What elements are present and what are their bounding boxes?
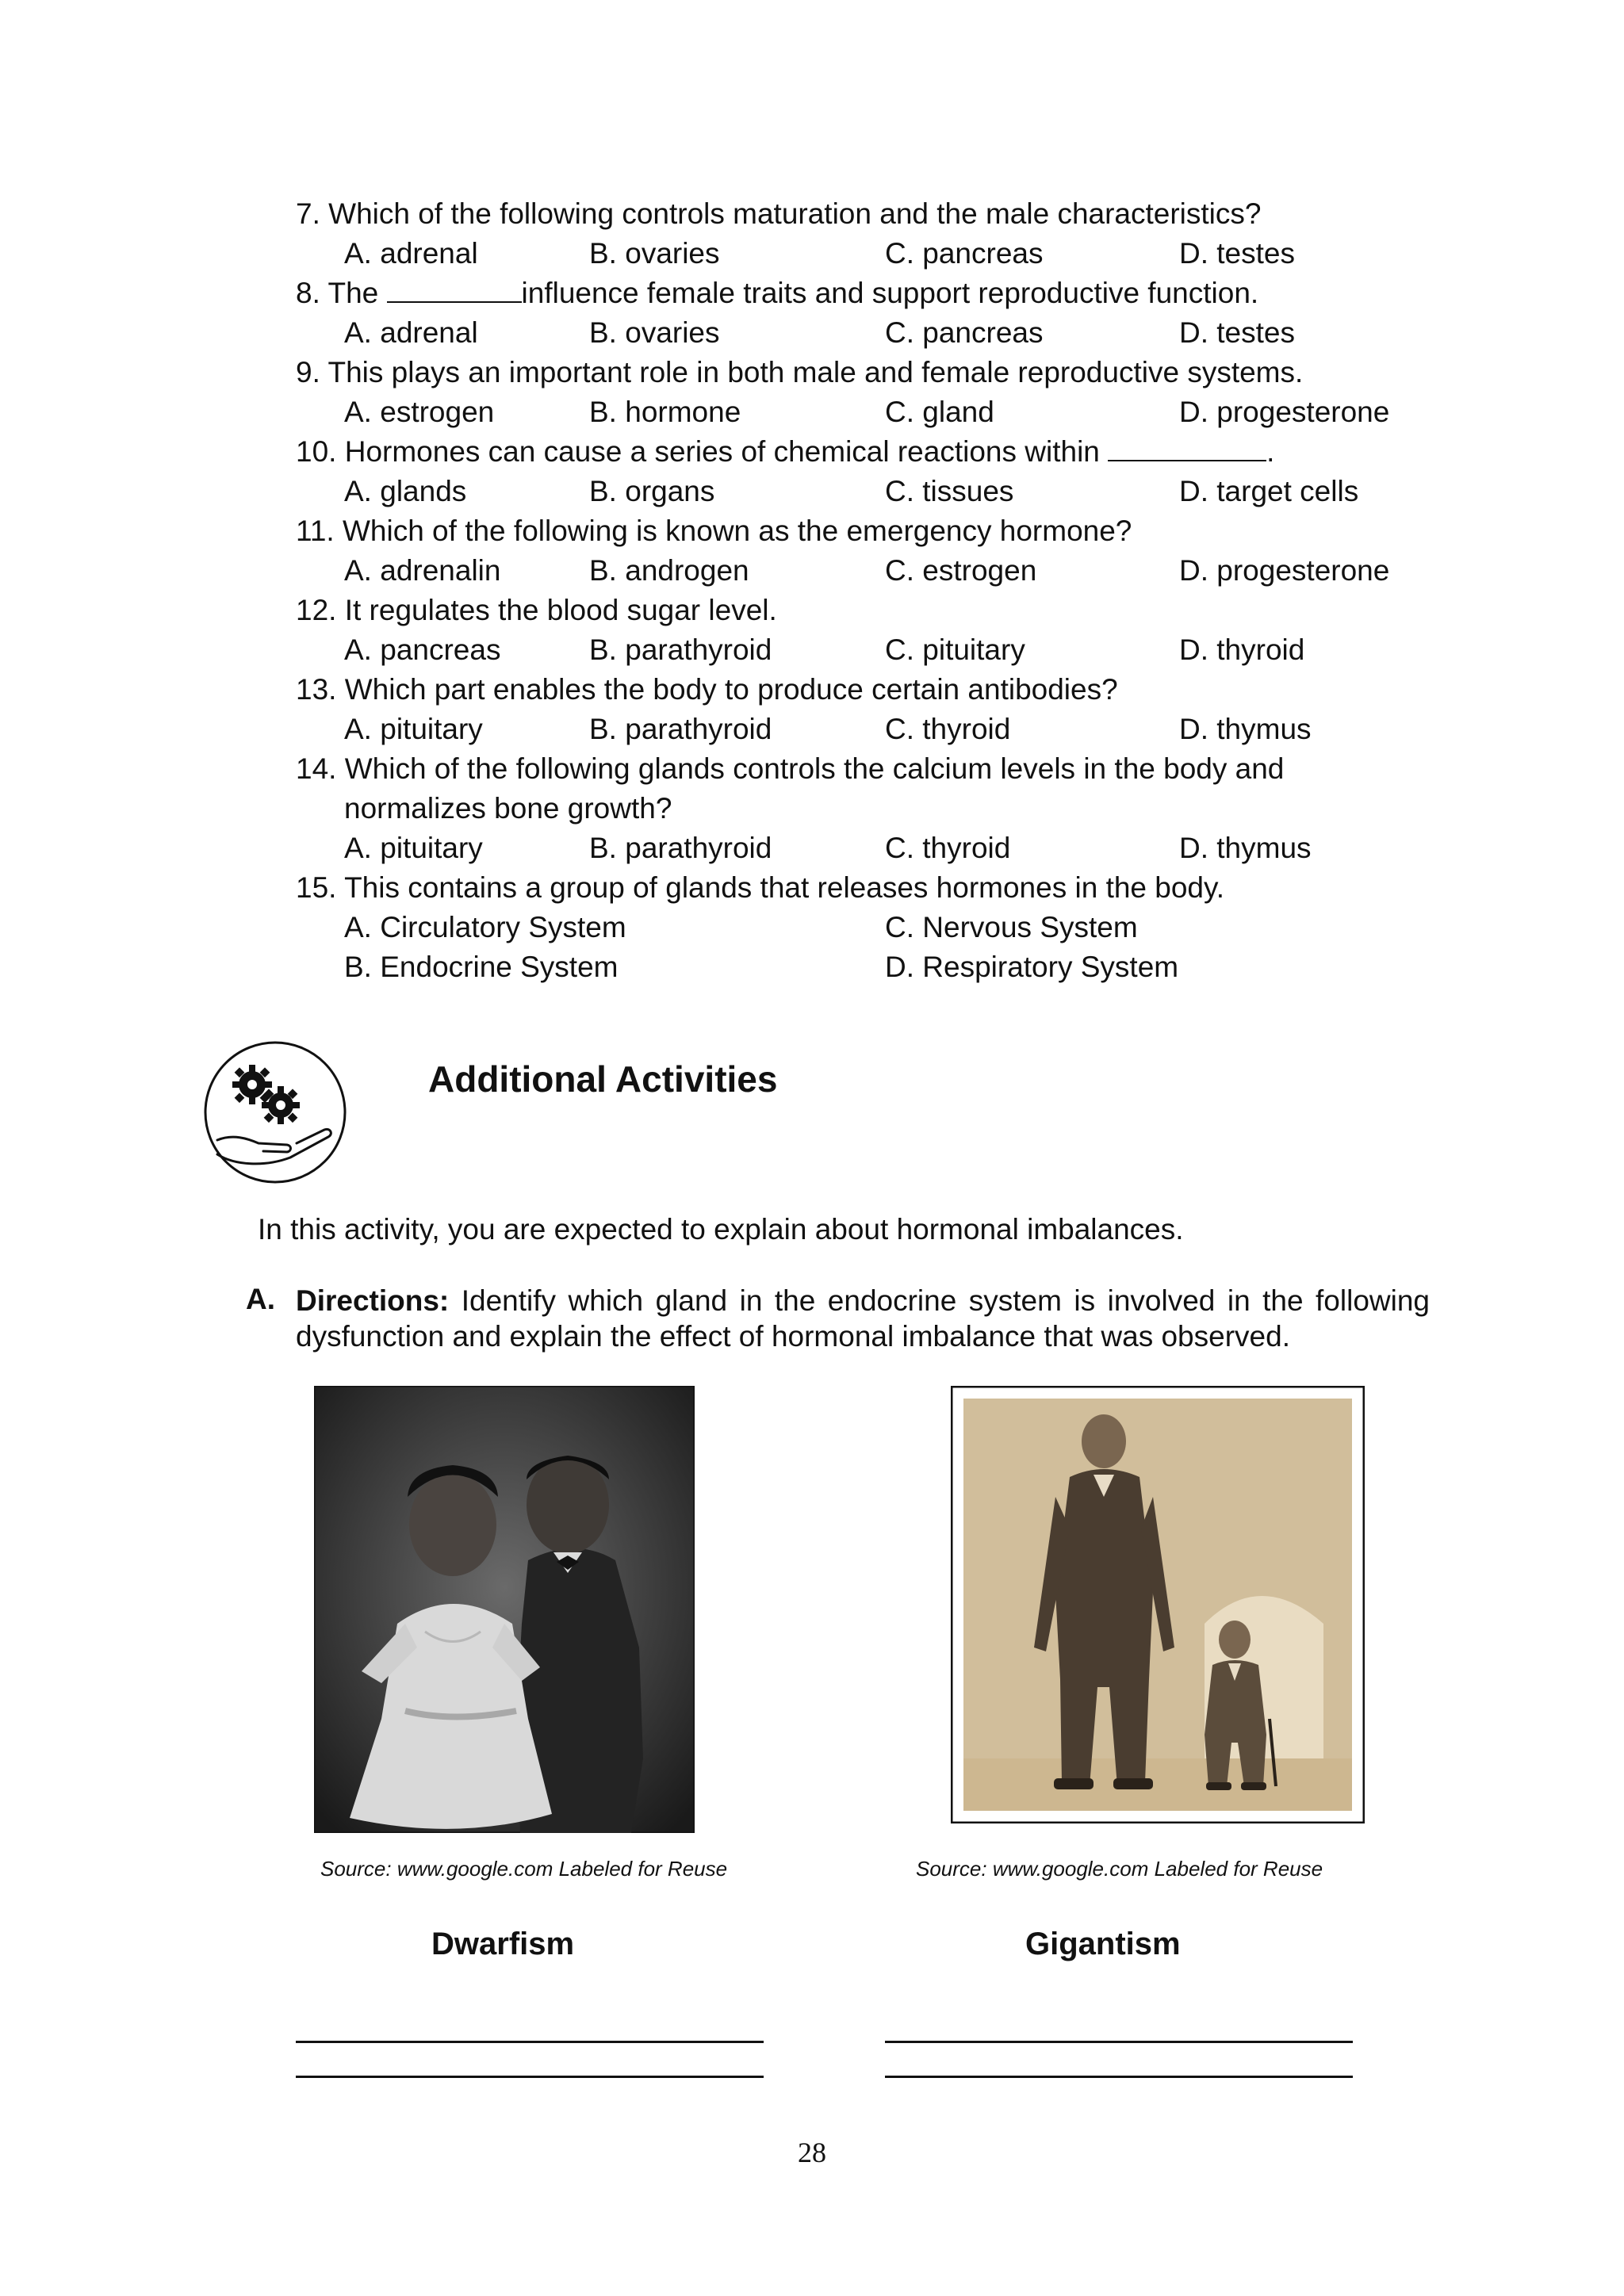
page-number: 28 <box>798 2137 826 2168</box>
q10-option-b: B. organs <box>589 475 715 507</box>
question-14-continued: normalizes bone growth? <box>344 792 672 825</box>
directions-label: Directions: <box>296 1284 450 1317</box>
answer-blank <box>387 300 522 303</box>
q12-option-d: D. thyroid <box>1179 633 1305 666</box>
q13-option-a: A. pituitary <box>344 713 483 745</box>
dwarfism-photo <box>314 1386 695 1833</box>
q9-option-d: D. progesterone <box>1179 396 1390 428</box>
q8-option-b: B. ovaries <box>589 316 720 349</box>
question-8: 8. The influence female traits and support reproductive function. <box>296 277 1259 309</box>
q13-option-c: C. thyroid <box>885 713 1011 745</box>
q8-option-d: D. testes <box>1179 316 1295 349</box>
activity-intro: In this activity, you are expected to explain about hormonal imbalances. <box>258 1213 1184 1246</box>
answer-line <box>296 2041 764 2043</box>
q7-option-d: D. testes <box>1179 237 1295 270</box>
q10-option-a: A. glands <box>344 475 467 507</box>
question-11: 11. Which of the following is known as the emergency hormone? <box>296 515 1132 547</box>
q9-option-b: B. hormone <box>589 396 741 428</box>
q8-option-c: C. pancreas <box>885 316 1044 349</box>
q7-option-b: B. ovaries <box>589 237 720 270</box>
q11-option-c: C. estrogen <box>885 554 1037 587</box>
q15-option-c: C. Nervous System <box>885 911 1138 943</box>
answer-line <box>296 2076 764 2078</box>
question-12: 12. It regulates the blood sugar level. <box>296 594 777 626</box>
directions-letter: A. <box>246 1283 275 1315</box>
q9-option-a: A. estrogen <box>344 396 495 428</box>
answer-blank <box>1108 459 1266 461</box>
q9-option-c: C. gland <box>885 396 994 428</box>
dwarfism-label: Dwarfism <box>431 1927 575 1961</box>
question-10: 10. Hormones can cause a series of chemical reactions within . <box>296 435 1275 468</box>
q15-option-b: B. Endocrine System <box>344 951 619 983</box>
q12-option-a: A. pancreas <box>344 633 501 666</box>
question-7: 7. Which of the following controls maturation and the male characteristics? <box>296 197 1262 230</box>
q11-option-d: D. progesterone <box>1179 554 1390 587</box>
answer-line <box>885 2076 1353 2078</box>
q14-option-a: A. pituitary <box>344 832 483 864</box>
directions-text: Identify which gland in the endocrine system is involved in the following dysfunction and explain the effect of hormonal imbalance that was observed. <box>296 1284 1431 1353</box>
q8-option-a: A. adrenal <box>344 316 478 349</box>
q13-option-d: D. thymus <box>1179 713 1312 745</box>
question-14: 14. Which of the following glands controls the calcium levels in the body and <box>296 752 1285 785</box>
photo-1-caption: Source: www.google.com Labeled for Reuse <box>320 1857 728 1881</box>
gigantism-label: Gigantism <box>1025 1927 1181 1961</box>
question-13: 13. Which part enables the body to produce certain antibodies? <box>296 673 1118 706</box>
q7-option-c: C. pancreas <box>885 237 1044 270</box>
gears-in-hand-icon <box>201 1039 349 1186</box>
q14-option-c: C. thyroid <box>885 832 1011 864</box>
q11-option-b: B. androgen <box>589 554 749 587</box>
q7-option-a: A. adrenal <box>344 237 478 270</box>
question-9: 9. This plays an important role in both male and female reproductive systems. <box>296 356 1304 388</box>
directions <box>296 1283 1430 1354</box>
q15-option-d: D. Respiratory System <box>885 951 1179 983</box>
photo-2-caption: Source: www.google.com Labeled for Reuse <box>916 1857 1323 1881</box>
q15-option-a: A. Circulatory System <box>344 911 626 943</box>
q10-option-c: C. tissues <box>885 475 1014 507</box>
q12-option-c: C. pituitary <box>885 633 1025 666</box>
q12-option-b: B. parathyroid <box>589 633 772 666</box>
gigantism-photo <box>951 1386 1365 1823</box>
q10-option-d: D. target cells <box>1179 475 1359 507</box>
q13-option-b: B. parathyroid <box>589 713 772 745</box>
q14-option-d: D. thymus <box>1179 832 1312 864</box>
q14-option-b: B. parathyroid <box>589 832 772 864</box>
q11-option-a: A. adrenalin <box>344 554 501 587</box>
answer-line <box>885 2041 1353 2043</box>
question-15: 15. This contains a group of glands that releases hormones in the body. <box>296 871 1225 904</box>
section-title: Additional Activities <box>428 1058 778 1100</box>
